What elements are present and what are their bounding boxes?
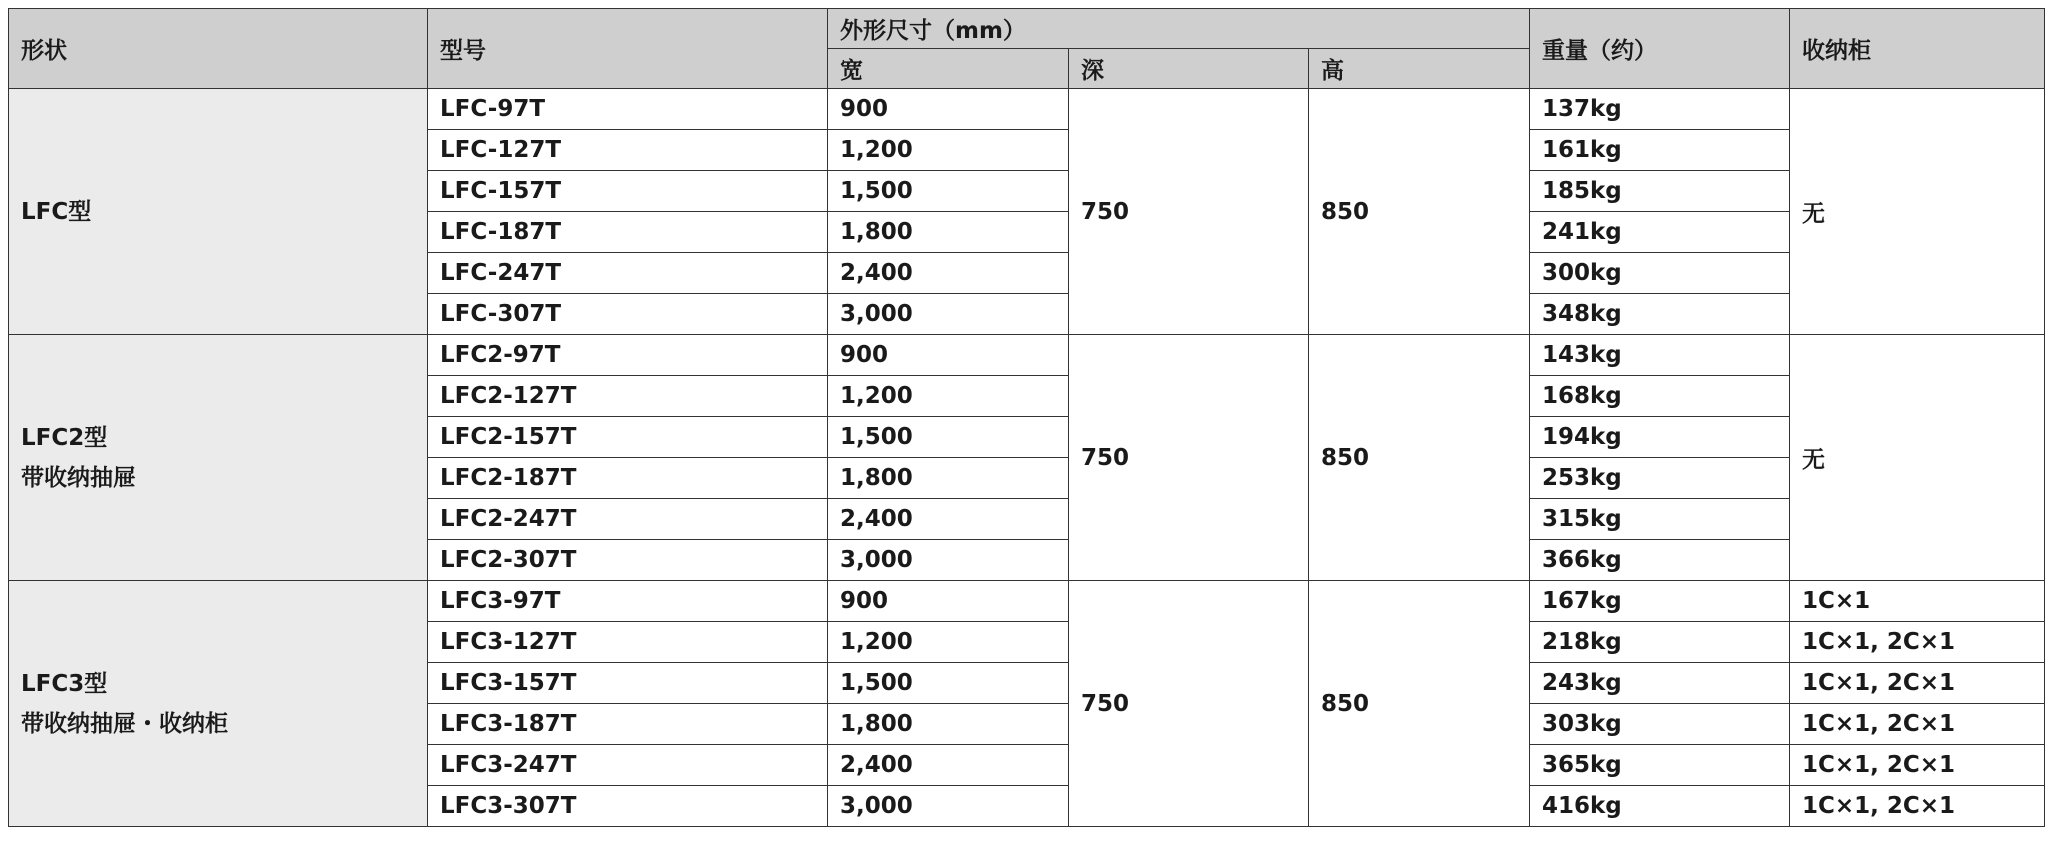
weight-cell: 243kg (1530, 663, 1790, 704)
header-height: 高 (1309, 49, 1530, 89)
width-cell: 900 (828, 581, 1069, 622)
model-cell: LFC3-157T (428, 663, 828, 704)
header-weight: 重量（约） (1530, 9, 1790, 89)
width-cell: 3,000 (828, 294, 1069, 335)
model-cell: LFC2-187T (428, 458, 828, 499)
model-cell: LFC-307T (428, 294, 828, 335)
weight-cell: 365kg (1530, 745, 1790, 786)
header-shape: 形状 (9, 9, 428, 89)
weight-cell: 137kg (1530, 89, 1790, 130)
header-cabinet: 收纳柜 (1790, 9, 2045, 89)
table-row (9, 89, 2045, 130)
width-cell: 1,500 (828, 663, 1069, 704)
cabinet-cell: 1C×1, 2C×1 (1790, 704, 2045, 745)
weight-cell: 348kg (1530, 294, 1790, 335)
width-cell: 3,000 (828, 786, 1069, 827)
depth-cell: 750 (1069, 581, 1309, 827)
model-cell: LFC2-157T (428, 417, 828, 458)
weight-cell: 185kg (1530, 171, 1790, 212)
model-cell: LFC-97T (428, 89, 828, 130)
weight-cell: 416kg (1530, 786, 1790, 827)
model-cell: LFC-157T (428, 171, 828, 212)
width-cell: 1,800 (828, 704, 1069, 745)
cabinet-cell: 1C×1, 2C×1 (1790, 786, 2045, 827)
table-row (9, 581, 2045, 622)
height-cell: 850 (1309, 89, 1530, 335)
height-cell: 850 (1309, 335, 1530, 581)
weight-cell: 168kg (1530, 376, 1790, 417)
weight-cell: 218kg (1530, 622, 1790, 663)
width-cell: 1,200 (828, 130, 1069, 171)
header-row-1 (9, 9, 2045, 49)
width-cell: 1,500 (828, 171, 1069, 212)
cabinet-cell: 1C×1, 2C×1 (1790, 745, 2045, 786)
width-cell: 2,400 (828, 745, 1069, 786)
width-cell: 900 (828, 89, 1069, 130)
width-cell: 1,200 (828, 376, 1069, 417)
shape-cell (9, 335, 428, 581)
table-row (9, 335, 2045, 376)
width-cell: 1,800 (828, 458, 1069, 499)
model-cell: LFC2-127T (428, 376, 828, 417)
weight-cell: 241kg (1530, 212, 1790, 253)
header-width: 宽 (828, 49, 1069, 89)
cabinet-cell: 1C×1, 2C×1 (1790, 622, 2045, 663)
weight-cell: 161kg (1530, 130, 1790, 171)
model-cell: LFC3-97T (428, 581, 828, 622)
width-cell: 1,200 (828, 622, 1069, 663)
shape-label: LFC3型 (21, 670, 108, 697)
height-cell: 850 (1309, 581, 1530, 827)
model-cell: LFC-187T (428, 212, 828, 253)
model-cell: LFC-247T (428, 253, 828, 294)
table-body (9, 89, 2045, 827)
weight-cell: 253kg (1530, 458, 1790, 499)
cabinet-cell: 1C×1 (1790, 581, 2045, 622)
width-cell: 2,400 (828, 253, 1069, 294)
depth-cell: 750 (1069, 335, 1309, 581)
shape-label: LFC型 (21, 198, 92, 225)
table-header (9, 9, 2045, 89)
model-cell: LFC2-97T (428, 335, 828, 376)
width-cell: 1,800 (828, 212, 1069, 253)
header-model: 型号 (428, 9, 828, 89)
spec-table-container (8, 8, 2045, 827)
shape-label: LFC2型 (21, 424, 108, 451)
model-cell: LFC2-307T (428, 540, 828, 581)
cabinet-cell: 无 (1790, 89, 2045, 335)
weight-cell: 194kg (1530, 417, 1790, 458)
cabinet-cell: 无 (1790, 335, 2045, 581)
model-cell: LFC2-247T (428, 499, 828, 540)
depth-cell: 750 (1069, 89, 1309, 335)
shape-cell (9, 581, 428, 827)
weight-cell: 303kg (1530, 704, 1790, 745)
width-cell: 900 (828, 335, 1069, 376)
weight-cell: 143kg (1530, 335, 1790, 376)
cabinet-cell: 1C×1, 2C×1 (1790, 663, 2045, 704)
model-cell: LFC3-307T (428, 786, 828, 827)
shape-label: 带收纳抽屉 (21, 464, 136, 491)
shape-cell (9, 89, 428, 335)
weight-cell: 167kg (1530, 581, 1790, 622)
model-cell: LFC3-247T (428, 745, 828, 786)
shape-label: 带收纳抽屉・收纳柜 (21, 710, 228, 737)
width-cell: 2,400 (828, 499, 1069, 540)
model-cell: LFC3-187T (428, 704, 828, 745)
model-cell: LFC3-127T (428, 622, 828, 663)
spec-table (8, 8, 2045, 827)
header-depth: 深 (1069, 49, 1309, 89)
width-cell: 3,000 (828, 540, 1069, 581)
model-cell: LFC-127T (428, 130, 828, 171)
weight-cell: 366kg (1530, 540, 1790, 581)
width-cell: 1,500 (828, 417, 1069, 458)
weight-cell: 315kg (1530, 499, 1790, 540)
weight-cell: 300kg (1530, 253, 1790, 294)
header-dimensions: 外形尺寸（mm） (828, 9, 1530, 49)
